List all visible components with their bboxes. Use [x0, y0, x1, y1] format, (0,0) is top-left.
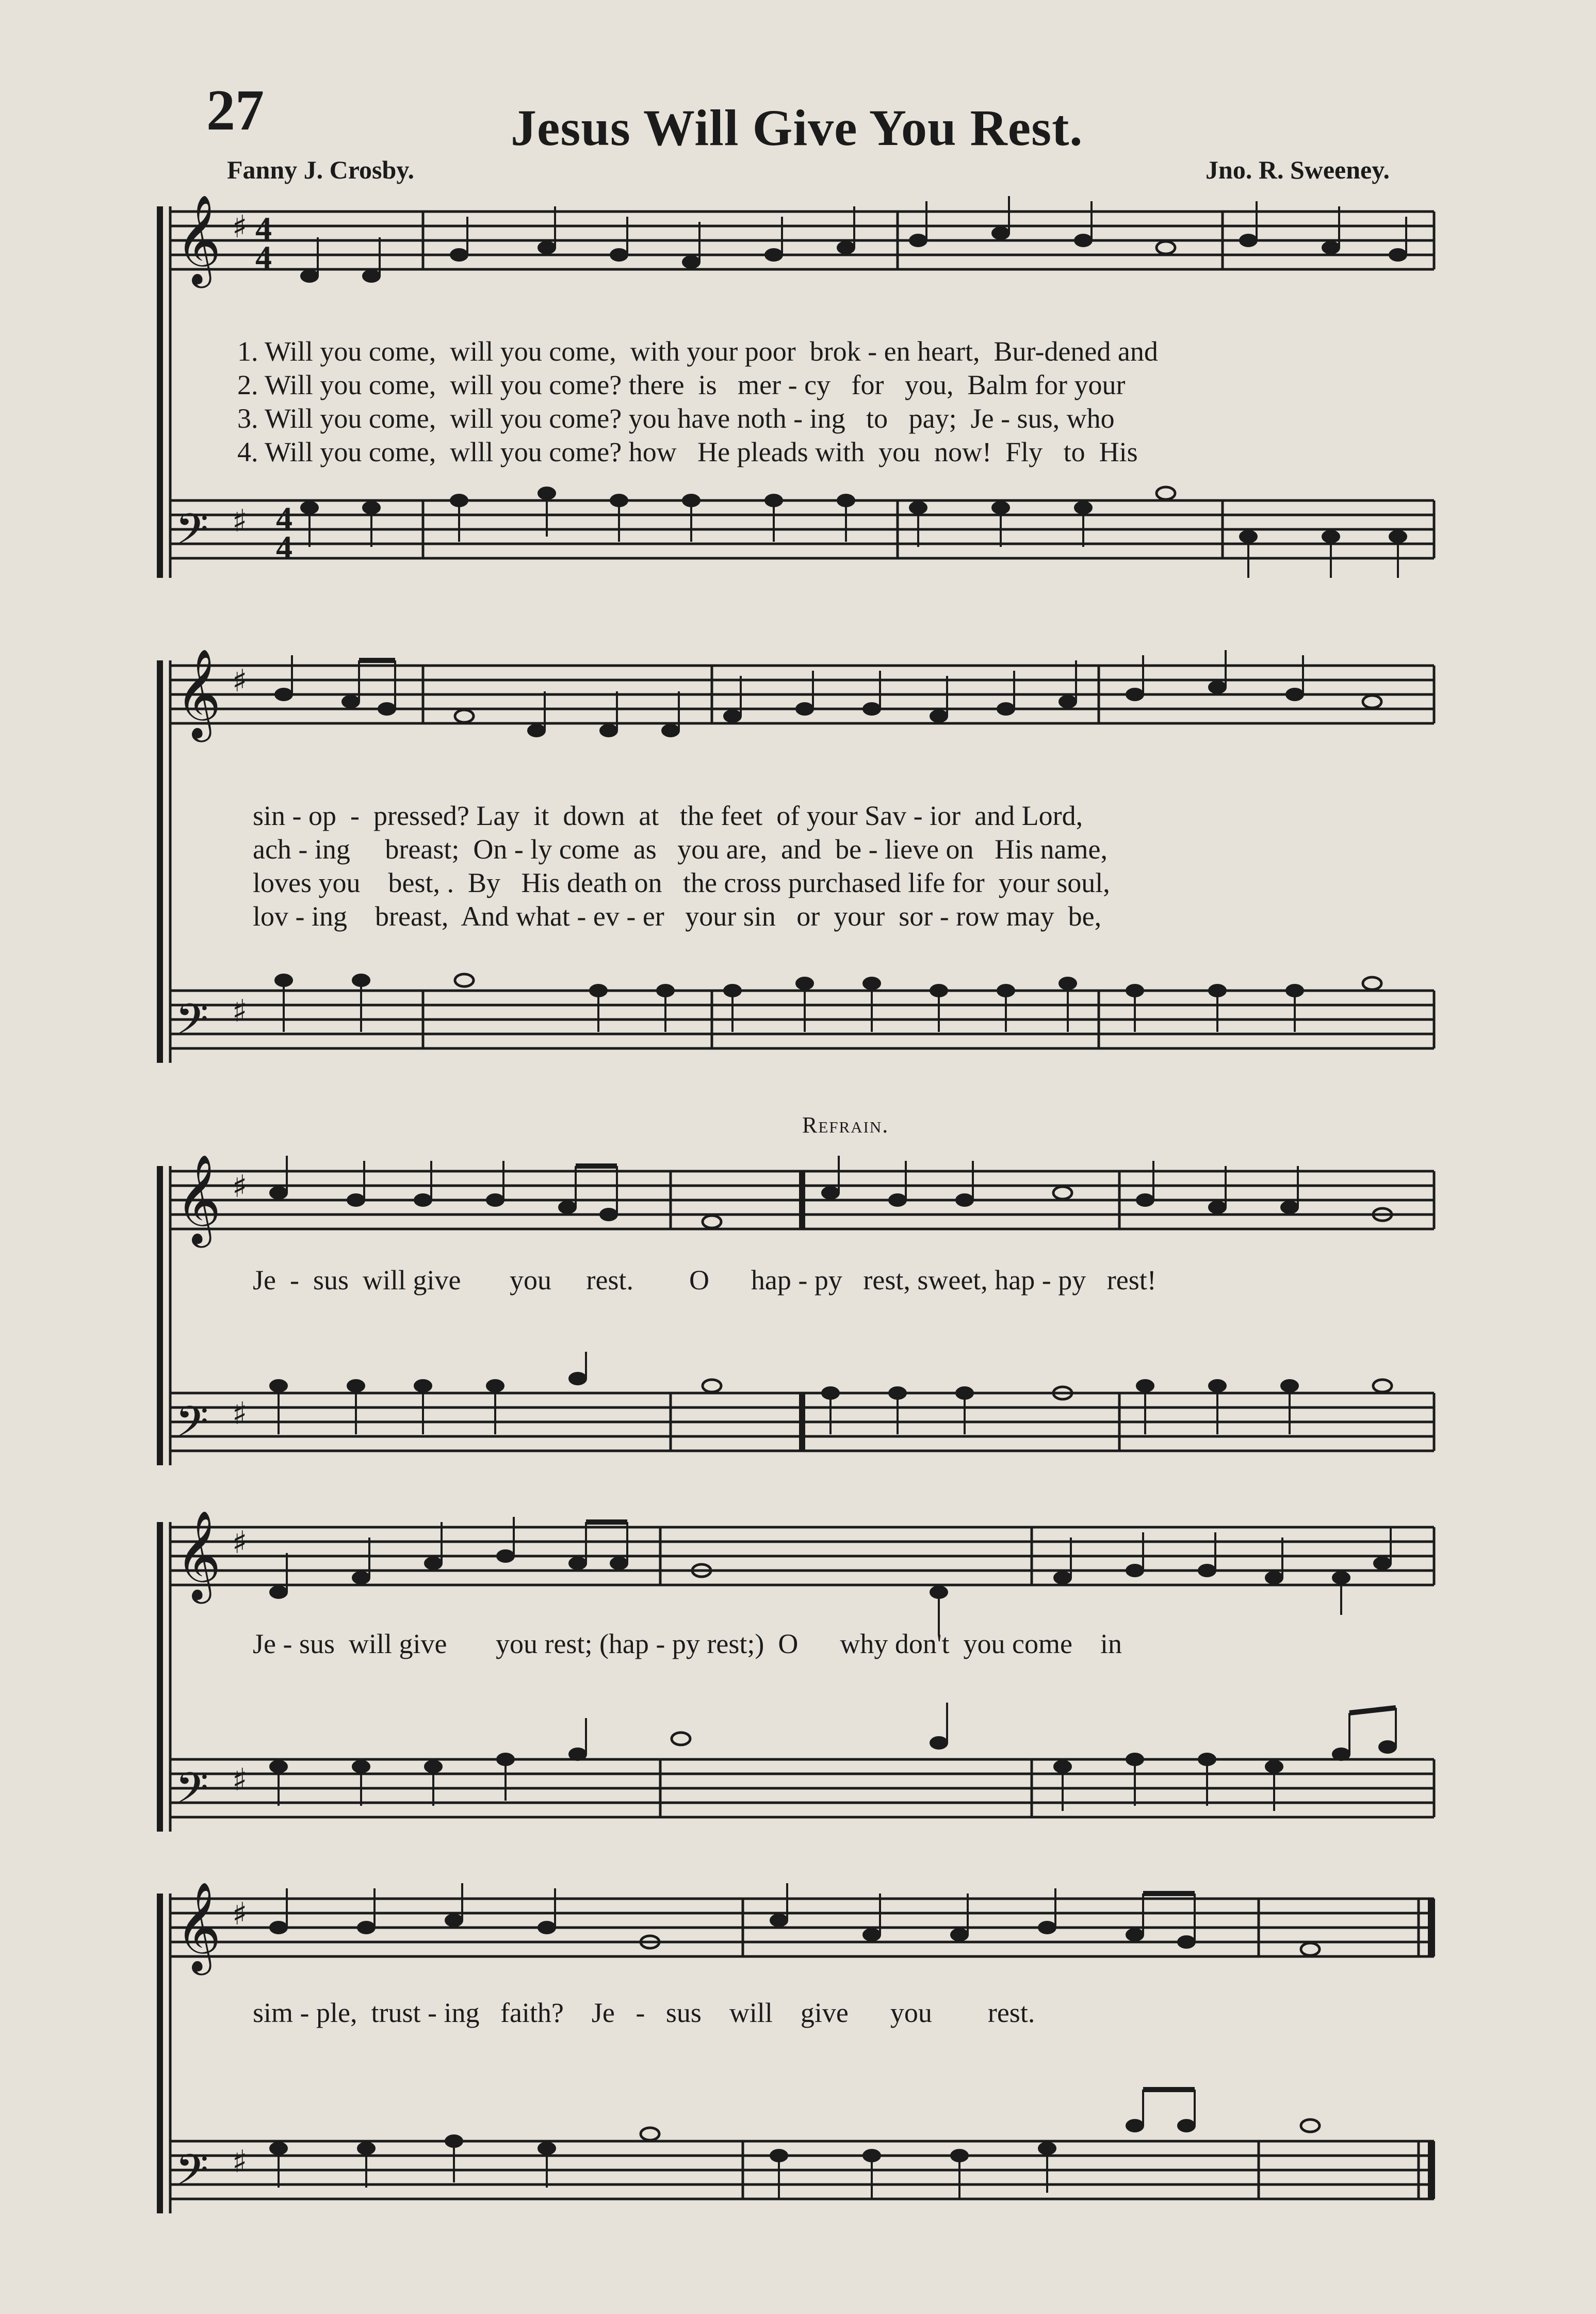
svg-text:♯: ♯ [232, 503, 248, 539]
verse-line-5: sin - op - pressed? Lay it down at the feet of your Sav - ior and Lord, [253, 800, 1083, 831]
hymn-number: 27 [206, 78, 264, 142]
music-system-1 [155, 196, 1444, 588]
svg-text:4: 4 [276, 529, 292, 565]
composer-credit: Jno. R. Sweeney. [1206, 155, 1390, 184]
hymn-title: Jesus Will Give You Rest. [511, 99, 1083, 156]
refrain-label: Refrain. [802, 1112, 889, 1138]
staff-group-4 [155, 1512, 1444, 1852]
svg-text:4: 4 [276, 500, 292, 537]
staff-group-3 [155, 1156, 1444, 1486]
svg-text:♯: ♯ [232, 1525, 248, 1561]
svg-text:4: 4 [255, 239, 272, 276]
music-system-3 [155, 1156, 1444, 1486]
svg-text:♯: ♯ [232, 1169, 248, 1205]
verse-line-3: 3. Will you come, will you come? you have noth - ing to pay; Je - sus, who [237, 403, 1115, 434]
author-credit: Fanny J. Crosby. [227, 155, 415, 184]
svg-text:𝄞: 𝄞 [175, 196, 221, 284]
verse-line-6: ach - ing breast; On - ly come as you are, and be - lieve on His name, [253, 834, 1108, 865]
staff-group-5 [155, 1883, 1444, 2234]
music-system-2 [155, 650, 1444, 1073]
svg-text:𝄞: 𝄞 [175, 650, 221, 738]
verse-line-1: 1. Will you come, will you come, with your poor brok - en heart, Bur-dened and [237, 336, 1158, 367]
refrain-line-3: sim - ple, trust - ing faith? Je - sus will give you rest. [253, 1997, 1035, 2028]
svg-text:♯: ♯ [232, 1896, 248, 1932]
svg-text:𝄢: 𝄢 [175, 994, 209, 1055]
svg-text:𝄢: 𝄢 [175, 2145, 209, 2205]
svg-text:♯: ♯ [232, 2144, 248, 2180]
svg-text:♯: ♯ [232, 209, 248, 245]
svg-text:4: 4 [255, 210, 272, 247]
refrain-line-1: Je - sus will give you rest. O hap - py rest, sweet, hap - py rest! [253, 1265, 1157, 1296]
verse-line-2: 2. Will you come, will you come? there is mer - cy for you, Balm for your [237, 369, 1126, 400]
refrain-line-2: Je - sus will give you rest; (hap - py rest;) O why don't you come in [253, 1628, 1122, 1659]
svg-text:𝄢: 𝄢 [175, 1763, 209, 1823]
svg-text:𝄞: 𝄞 [175, 1512, 221, 1600]
svg-text:𝄞: 𝄞 [175, 1156, 221, 1244]
svg-text:♯: ♯ [232, 1762, 248, 1798]
verse-line-8: lov - ing breast, And what - ev - er your sin or your sor - row may be, [253, 901, 1102, 932]
svg-text:𝄢: 𝄢 [175, 1397, 209, 1457]
svg-text:𝄢: 𝄢 [175, 504, 209, 564]
music-system-5 [155, 1883, 1444, 2234]
svg-text:♯: ♯ [232, 663, 248, 699]
verse-line-7: loves you best, . By His death on the cross purchased life for your soul, [253, 867, 1110, 898]
music-system-4 [155, 1512, 1444, 1852]
svg-text:♯: ♯ [232, 993, 248, 1029]
svg-text:♯: ♯ [232, 1396, 248, 1432]
svg-text:𝄞: 𝄞 [175, 1883, 221, 1971]
verse-line-4: 4. Will you come, wlll you come? how He pleads with you now! Fly to His [237, 436, 1138, 467]
